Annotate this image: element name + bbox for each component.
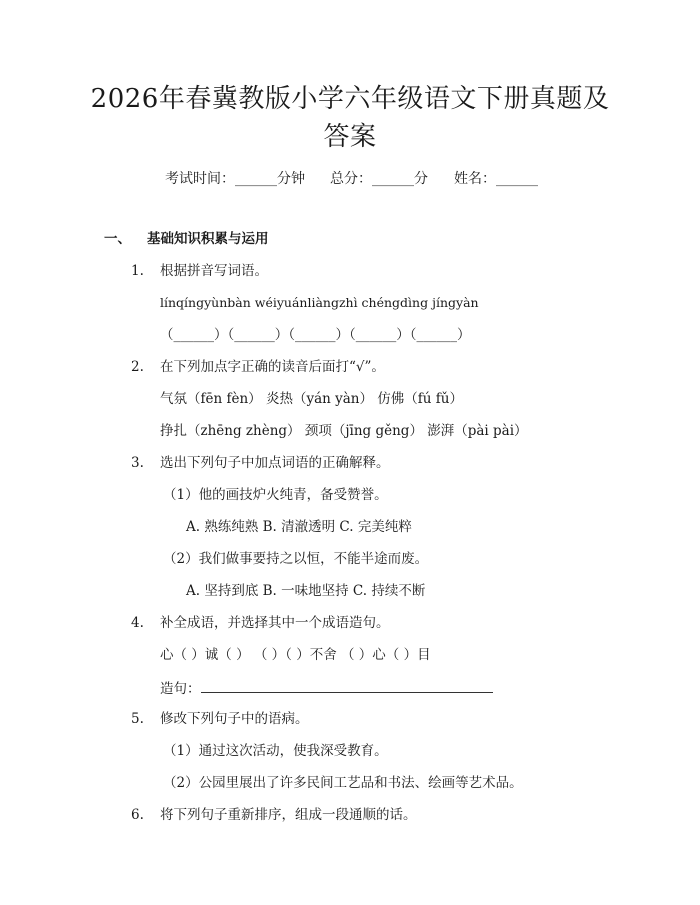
- score-unit: 分: [414, 171, 428, 187]
- question-number: 5.: [131, 711, 144, 727]
- question-number: 3.: [131, 455, 144, 471]
- sentence-answer-blank[interactable]: [201, 678, 493, 693]
- question-text: 补全成语，并选择其中一个成语造句。: [160, 615, 390, 631]
- time-blank: ______: [235, 171, 277, 187]
- question-number: 4.: [131, 615, 144, 631]
- answer-blanks: （______）（______）（______）（______）（______）: [160, 327, 471, 343]
- section-title: 基础知识积累与运用: [147, 231, 269, 247]
- title-line-2: 答案: [323, 122, 377, 152]
- idiom-line: 心（ ）诚（ ） （ ）（ ）不舍 （ ）心（ ）目: [160, 647, 431, 663]
- pronunciation-line-1: 气氛（fēn fèn） 炎热（yán yàn） 仿佛（fú fǔ）: [160, 391, 463, 407]
- section-heading: [104, 230, 269, 248]
- score-label: 总分：: [330, 171, 372, 187]
- sentence-label: 造句：: [160, 681, 201, 697]
- time-unit: 分钟: [277, 171, 305, 187]
- options-line: A. 坚持到底 B. 一味地坚持 C. 持续不断: [186, 583, 426, 599]
- pinyin-line: línqíngyùnbàn wéiyuánliàngzhì chéngdìng jíngyàn: [160, 295, 479, 310]
- pronunciation-line-2: 挣扎（zhēng zhèng） 颈项（jīng gěng） 澎湃（pài pài）: [160, 423, 528, 439]
- sub-question: （2）我们做事要持之以恒，不能半途而废。: [163, 551, 429, 567]
- sub-question: （1）他的画技炉火纯青，备受赞誉。: [163, 487, 388, 503]
- title-line-1: 2026年春冀教版小学六年级语文下册真题及: [90, 84, 610, 114]
- exam-time-field: [165, 170, 305, 188]
- name-blank: ______: [496, 171, 538, 187]
- question-text: 根据拼音写词语。: [160, 263, 268, 279]
- question-number: 6.: [131, 807, 144, 823]
- name-label: 姓名：: [454, 171, 496, 187]
- name-field: [454, 170, 538, 188]
- section-number: 一、: [104, 231, 131, 247]
- score-blank: ______: [372, 171, 414, 187]
- question-number: 2.: [131, 359, 144, 375]
- question-number: 1.: [131, 263, 144, 279]
- total-score-field: [330, 170, 428, 188]
- sub-question: （1）通过这次活动，使我深受教育。: [163, 743, 388, 759]
- question-text: 在下列加点字正确的读音后面打“√”。: [160, 359, 385, 375]
- question-text: 修改下列句子中的语病。: [160, 711, 309, 727]
- time-label: 考试时间：: [165, 171, 235, 187]
- options-line: A. 熟练纯熟 B. 清澈透明 C. 完美纯粹: [186, 519, 412, 535]
- sub-question: （2）公园里展出了许多民间工艺品和书法、绘画等艺术品。: [163, 775, 523, 791]
- document-title: [70, 80, 630, 156]
- sentence-line: [160, 678, 493, 698]
- question-text: 选出下列句子中加点词语的正确解释。: [160, 455, 390, 471]
- question-text: 将下列句子重新排序，组成一段通顺的话。: [160, 807, 417, 823]
